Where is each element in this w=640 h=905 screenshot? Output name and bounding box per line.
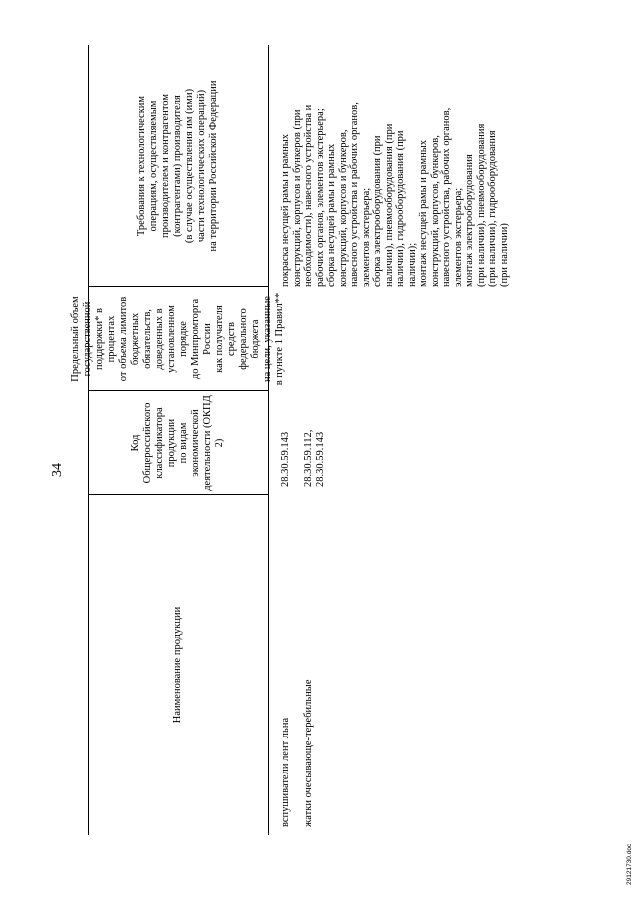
row-product-name: вспушиватели лент льна bbox=[280, 717, 291, 827]
row-okpd-code: 28.30.59.143 bbox=[280, 431, 291, 487]
requirements-table bbox=[70, 45, 588, 835]
page-number: 34 bbox=[50, 463, 65, 477]
header-support-limit: Предельный объем государственной поддержки* в процентах от объема лимитов бюджетных обязательств, доведенных в установленном порядке до Минпромторга России как получателя средств федерального бюджета на цели, указанные в пункте 1 Правил** bbox=[70, 292, 285, 386]
header-okpd-code: Код Общероссийского классификатора продукции по видам экономической деятельности (ОКПД 2) bbox=[130, 395, 225, 491]
row-okpd-code: 28.30.59.112, 28.30.59.143 bbox=[303, 429, 326, 487]
footer-filename: 29121730.doc bbox=[626, 843, 633, 885]
row-product-name: жатки очесывающе-теребильные bbox=[303, 679, 314, 827]
header-requirements: Требования к технологическим операциям, осуществляемым производителем и контрагентом (контрагентами) производителя (в случае осуществления им (ими) части технологических операций) на территории Российской Федерации bbox=[136, 80, 219, 252]
requirements-text: покраска несущей рамы и рамных конструкций, корпусов и бункеров (при необходимости), навесного устройства и рабочих органов, элементов экстерьера; сборка несущей рамы и рамных конструкций, корпусов и бункеров, навесного устройства и рабочих органов, элементов экстерьера; сборка электрооборудования (при наличии), пневмооборудования (при наличии), гидрооборудования (при наличии); монтаж несущей рамы и рамных конструкций, корпусов, бункеров, навесного устройства, рабочих органов, элементов экстерьера; монтаж электрооборудования (при наличии), пневмооборудования (при наличии), гидрооборудования (при наличии) bbox=[280, 102, 510, 287]
header-product-name: Наименование продукции bbox=[172, 606, 183, 724]
header-bottom-rule bbox=[268, 45, 269, 835]
